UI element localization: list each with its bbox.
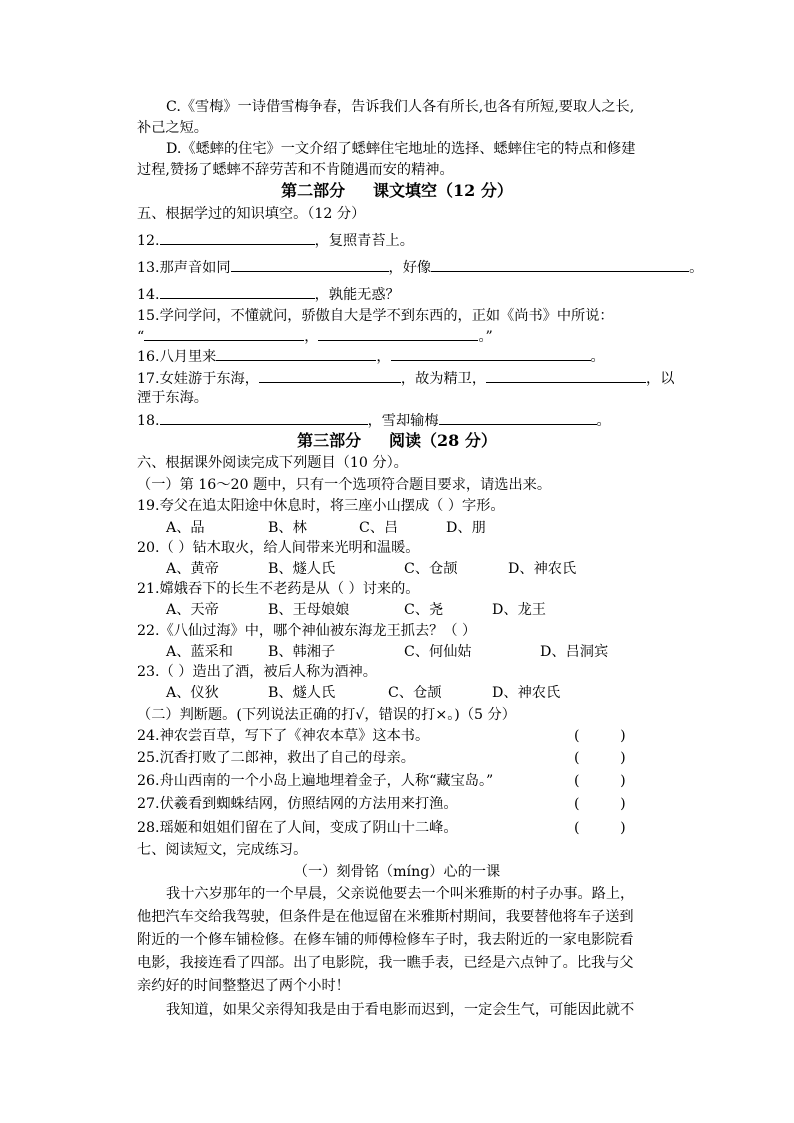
question-15-line2 xyxy=(137,326,493,347)
q15-blank-2[interactable] xyxy=(318,326,478,341)
q13-mid: ，好像 xyxy=(388,260,432,276)
q15-open-quote: “ xyxy=(137,329,145,345)
q21-option-b[interactable]: B、王母娘娘 xyxy=(268,602,350,618)
q26-answer-paren[interactable]: ( ) xyxy=(574,773,626,789)
question-19: 19.夸父在追太阳途中休息时，将三座小山摆成（ ）字形。 xyxy=(137,498,505,514)
option-c-line1: C.《雪梅》一诗借雪梅争春，告诉我们人各有所长,也各有所短,要取人之长, xyxy=(166,99,635,115)
q21-option-a[interactable]: A、天帝 xyxy=(166,602,219,618)
story-line-4: 电影，我接连看了四部。出了电影院，我一瞧手表，已经是六点钟了。比我与父 xyxy=(137,955,634,971)
story-title: （一）刻骨铭（míng）心的一课 xyxy=(293,864,501,880)
q24-answer-paren[interactable]: ( ) xyxy=(574,728,626,744)
q13-tail: 。 xyxy=(689,260,704,276)
q21-option-d[interactable]: D、龙王 xyxy=(492,602,546,618)
q13-pre: 13.那声音如同 xyxy=(137,260,231,276)
option-d-line2: 过程,赞扬了蟋蟀不辞劳苦和不肯随遇而安的精神。 xyxy=(137,162,454,178)
q14-number: 14. xyxy=(137,287,160,303)
q12-blank[interactable] xyxy=(160,230,315,245)
q14-tail: ，孰能无惑？ xyxy=(314,287,400,303)
section6-title: 六、根据课外阅读完成下列题目（10 分）。 xyxy=(137,455,408,471)
question-22: 22.《八仙过海》中，哪个神仙被东海龙王抓去？（ ） xyxy=(137,623,477,639)
judgement-instructions: （二）判断题。(下列说法正确的打√，错误的打×。)（5 分） xyxy=(137,707,516,723)
story-line-1: 我十六岁那年的一个早晨，父亲说他要去一个叫米雅斯的村子办事。路上， xyxy=(166,886,635,902)
question-23: 23.（ ）造出了酒，被后人称为酒神。 xyxy=(137,664,377,680)
q23-option-b[interactable]: B、燧人氏 xyxy=(268,685,336,701)
q12-tail: ，复照青苔上。 xyxy=(314,233,414,249)
question-20: 20.（ ）钻木取火，给人间带来光明和温暖。 xyxy=(137,540,420,556)
part2-heading: 第二部分 课文填空（12 分） xyxy=(281,181,513,200)
question-28: 28.瑶姬和姐姐们留在了人间，变成了阴山十二峰。 xyxy=(137,820,458,836)
section7-title: 七、阅读短文，完成练习。 xyxy=(137,842,308,858)
q20-option-b[interactable]: B、燧人氏 xyxy=(268,561,336,577)
question-27: 27.伏羲看到蜘蛛结网，仿照结网的方法用来打渔。 xyxy=(137,796,458,812)
q20-option-a[interactable]: A、黄帝 xyxy=(166,561,219,577)
q18-blank-2[interactable] xyxy=(439,410,597,425)
q17-pre: 17.女娃游于东海， xyxy=(137,371,259,387)
q22-option-b[interactable]: B、韩湘子 xyxy=(268,644,336,660)
story-line-2: 他把汽车交给我驾驶，但条件是在他逗留在米雅斯村期间，我要替他将车子送到 xyxy=(137,909,634,925)
q13-blank-2[interactable] xyxy=(431,257,689,272)
q23-option-a[interactable]: A、仪狄 xyxy=(166,685,219,701)
q22-option-c[interactable]: C、何仙姑 xyxy=(404,644,472,660)
option-c-line2: 补己之短。 xyxy=(137,120,208,136)
question-17-line2: 湮于东海。 xyxy=(137,390,208,406)
q16-sep: ， xyxy=(376,349,391,365)
question-18 xyxy=(137,410,611,431)
story-line-5: 亲约好的时间整整迟了两个小时！ xyxy=(137,978,350,994)
question-14 xyxy=(137,284,400,305)
question-15-line1: 15.学问学问，不懂就问，骄傲自大是学不到东西的，正如《尚书》中所说： xyxy=(137,308,614,324)
question-12 xyxy=(137,230,414,251)
q16-pre: 16.八月里来 xyxy=(137,349,217,365)
q18-blank-1[interactable] xyxy=(160,410,368,425)
q16-blank-2[interactable] xyxy=(391,346,591,361)
q18-number: 18. xyxy=(137,413,160,429)
q16-tail: 。 xyxy=(590,349,605,365)
q21-option-c[interactable]: C、尧 xyxy=(404,602,444,618)
q19-option-d[interactable]: D、朋 xyxy=(446,520,486,536)
q13-blank-1[interactable] xyxy=(231,257,389,272)
q28-answer-paren[interactable]: ( ) xyxy=(574,820,626,836)
q17-mid: ，故为精卫， xyxy=(400,371,487,387)
question-25: 25.沉香打败了二郎神，救出了自己的母亲。 xyxy=(137,750,415,766)
question-16 xyxy=(137,346,605,367)
question-26: 26.舟山西南的一个小岛上遍地埋着金子，人称“藏宝岛。” xyxy=(137,773,494,789)
section5-title: 五、根据学过的知识填空。（12 分） xyxy=(137,206,366,222)
q15-sep: ， xyxy=(304,329,319,345)
multiple-choice-instructions: （一）第 16～20 题中，只有一个选项符合题目要求，请选出来。 xyxy=(137,477,552,493)
q18-tail: 。 xyxy=(596,413,611,429)
question-17 xyxy=(137,368,674,389)
q18-mid: ，雪却输梅 xyxy=(367,413,439,429)
q19-option-a[interactable]: A、品 xyxy=(166,520,205,536)
q25-answer-paren[interactable]: ( ) xyxy=(574,750,626,766)
q20-option-c[interactable]: C、仓颉 xyxy=(404,561,458,577)
q20-option-d[interactable]: D、神农氏 xyxy=(508,561,577,577)
q17-blank-1[interactable] xyxy=(259,368,401,383)
q17-blank-2[interactable] xyxy=(486,368,646,383)
q15-close: 。” xyxy=(478,329,493,345)
option-d-line1: D.《蟋蟀的住宅》一文介绍了蟋蟀住宅地址的选择、蟋蟀住宅的特点和修建 xyxy=(166,141,636,157)
q22-option-d[interactable]: D、吕洞宾 xyxy=(540,644,609,660)
q15-blank-1[interactable] xyxy=(144,326,304,341)
part3-heading: 第三部分 阅读（28 分） xyxy=(297,431,497,450)
story-line-6: 我知道，如果父亲得知我是由于看电影而迟到，一定会生气，可能因此就不 xyxy=(166,1002,635,1018)
q19-option-b[interactable]: B、林 xyxy=(268,520,307,536)
q17-tail: ，以 xyxy=(646,371,675,387)
q22-option-a[interactable]: A、蓝采和 xyxy=(166,644,233,660)
q23-option-d[interactable]: D、神农氏 xyxy=(492,685,561,701)
q12-number: 12. xyxy=(137,233,160,249)
question-13 xyxy=(137,257,703,278)
q23-option-c[interactable]: C、仓颉 xyxy=(388,685,442,701)
q14-blank[interactable] xyxy=(160,284,315,299)
question-24: 24.神农尝百草，写下了《神农本草》这本书。 xyxy=(137,728,430,744)
story-line-3: 附近的一个修车铺检修。在修车铺的师傅检修车子时，我去附近的一家电影院看 xyxy=(137,932,634,948)
question-21: 21.嫦娥吞下的长生不老药是从（ ）讨来的。 xyxy=(137,581,420,597)
q16-blank-1[interactable] xyxy=(216,346,376,361)
q19-option-c[interactable]: C、吕 xyxy=(359,520,399,536)
q27-answer-paren[interactable]: ( ) xyxy=(574,796,626,812)
